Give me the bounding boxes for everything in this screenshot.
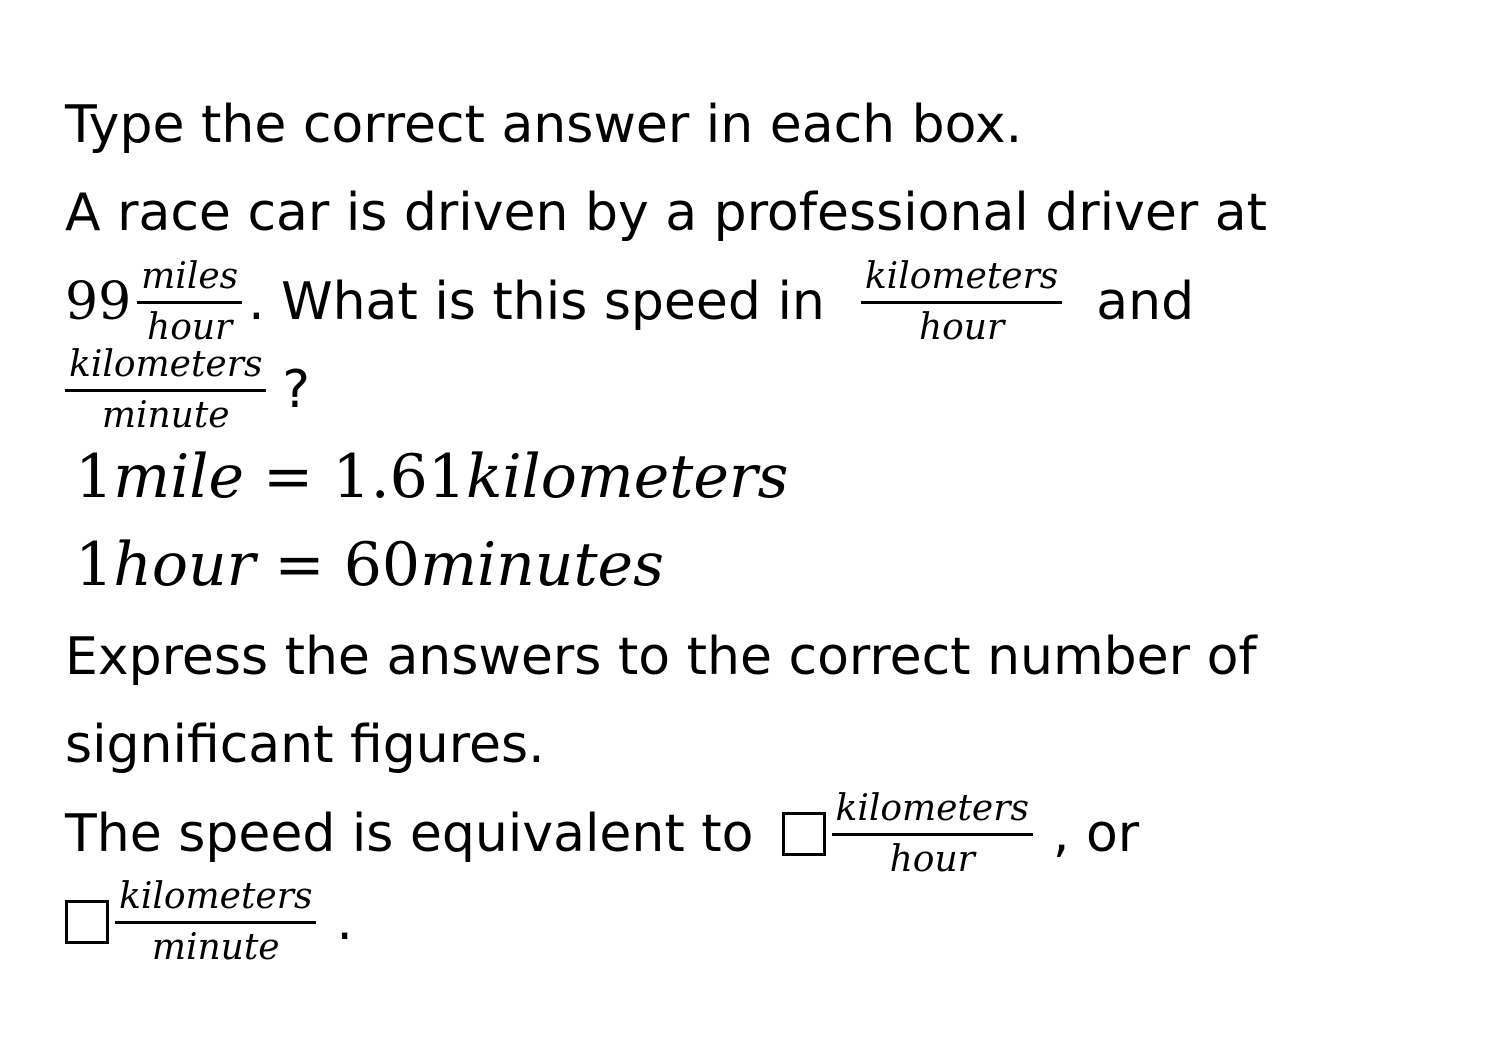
speed-unit-denominator: hour	[147, 306, 233, 348]
conversion-1-equals: =	[263, 442, 314, 512]
answer-end-text: .	[336, 892, 353, 952]
answer-unit-a-denominator: hour	[889, 838, 975, 880]
problem-line-3	[65, 340, 310, 440]
speed-unit-fraction	[137, 255, 242, 350]
conversion-1-rhs-unit: kilometers	[466, 442, 789, 512]
conversion-2-rhs-number: 60	[343, 530, 421, 600]
question-end-text: ?	[282, 360, 311, 420]
note-line-1: Express the answers to the correct number of	[65, 627, 1257, 687]
and-text: and	[1096, 272, 1195, 332]
conversion-hour-minutes	[75, 530, 664, 600]
answer-unit-a-numerator: kilometers	[832, 787, 1033, 836]
unit-a-fraction	[861, 255, 1062, 350]
unit-b-fraction	[65, 343, 266, 438]
problem-line-2	[65, 252, 1194, 352]
answer-line-2	[65, 872, 353, 972]
speed-unit-numerator: miles	[137, 255, 242, 304]
answer-unit-a-fraction	[832, 787, 1033, 882]
answer-box-km-per-hour[interactable]	[782, 812, 826, 856]
unit-b-numerator: kilometers	[65, 343, 266, 392]
conversion-2-rhs-unit: minutes	[420, 530, 664, 600]
conversion-1-lhs-unit: mile	[113, 442, 244, 512]
answer-unit-b-fraction	[115, 875, 316, 970]
answer-line-1	[65, 784, 1139, 884]
unit-a-denominator: hour	[918, 306, 1005, 348]
conversion-2-lhs-number: 1	[75, 530, 114, 600]
speed-value: 99	[65, 272, 132, 332]
answer-prefix-text: The speed is equivalent to	[65, 804, 754, 864]
unit-a-numerator: kilometers	[861, 255, 1062, 304]
answer-unit-b-denominator: minute	[151, 926, 280, 968]
answer-box-km-per-minute[interactable]	[65, 900, 109, 944]
answer-unit-b-numerator: kilometers	[115, 875, 316, 924]
conversion-1-rhs-number: 1.61	[332, 442, 466, 512]
answer-middle-text: , or	[1052, 804, 1140, 864]
note-line-2: significant figures.	[65, 715, 545, 775]
unit-b-denominator: minute	[101, 394, 230, 436]
instruction-text: Type the correct answer in each box.	[65, 95, 1023, 155]
conversion-2-lhs-unit: hour	[113, 530, 256, 600]
problem-line-1: A race car is driven by a professional driver at	[65, 183, 1268, 243]
conversion-2-equals: =	[274, 530, 325, 600]
conversion-1-lhs-number: 1	[75, 442, 114, 512]
question-mid-text: . What is this speed in	[248, 272, 825, 332]
conversion-mile-km	[75, 442, 788, 512]
